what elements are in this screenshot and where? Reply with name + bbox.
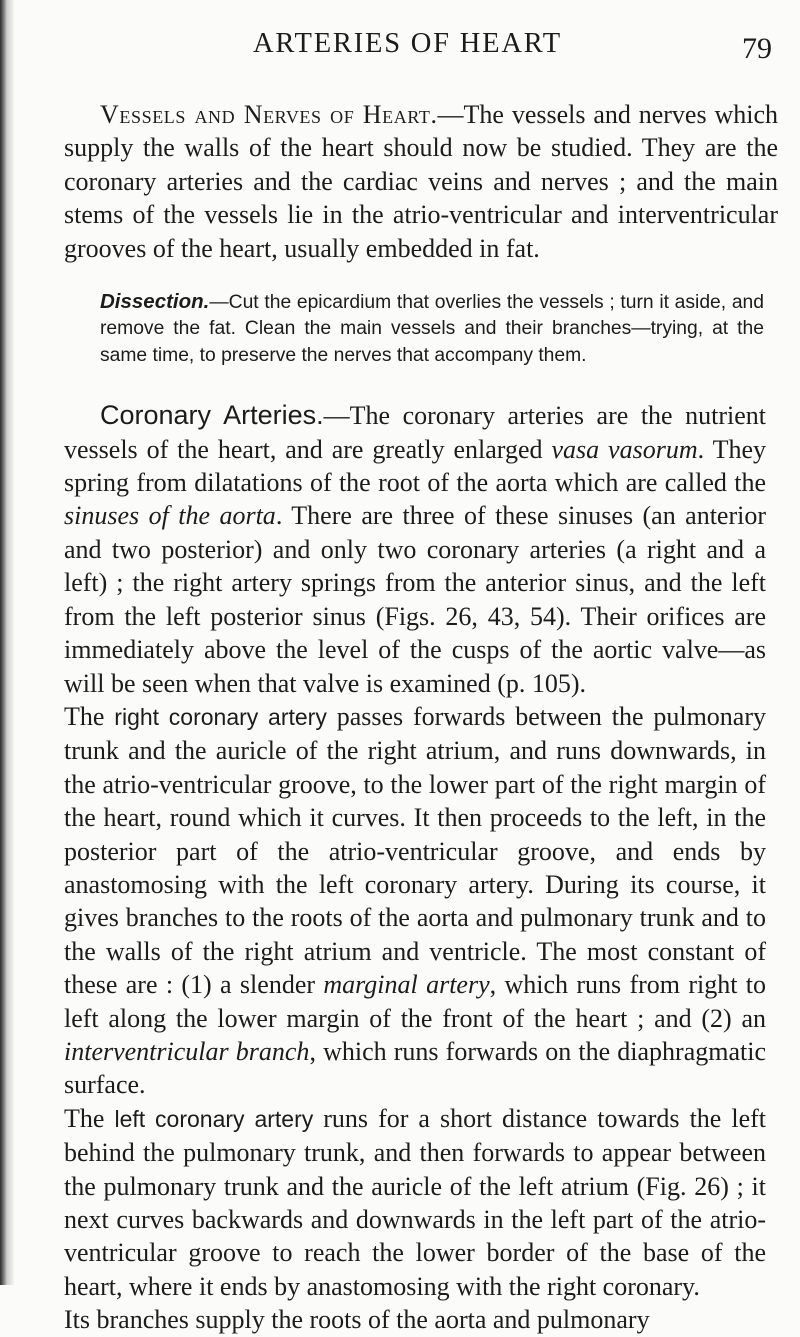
paragraph-vessels-and-nerves xyxy=(64,98,778,265)
paragraph-left-coronary xyxy=(64,1102,766,1303)
book-page xyxy=(64,0,786,1337)
section-heading-vessels: Vessels and Nerves of Heart. xyxy=(100,100,438,129)
paragraph-text: The xyxy=(64,701,115,731)
italic-term: marginal artery xyxy=(323,970,490,1000)
paragraph-coronary-arteries xyxy=(64,399,766,700)
section-heading-coronary: Coronary Arteries. xyxy=(100,400,324,431)
term-left-coronary: left coronary artery xyxy=(114,1105,314,1132)
book-binding-edge xyxy=(0,0,14,1285)
term-right-coronary: right coronary artery xyxy=(114,703,327,730)
paragraph-text: . They spring from dilatations of the root of the aorta which are called the xyxy=(64,434,766,498)
paragraph-branches xyxy=(64,1303,766,1336)
italic-term: interventricular branch xyxy=(64,1036,310,1066)
running-head xyxy=(64,0,786,65)
paragraph-right-coronary xyxy=(64,700,766,1102)
paragraph-text: Its branches supply the roots of the aorta and pulmonary xyxy=(64,1305,650,1335)
italic-term: vasa vasorum xyxy=(551,434,698,464)
paragraph-text: —The vessels and nerves which supply the walls of the heart should now be studied. They are the coronary arteries and the cardiac veins and nerves ; and the main stems of the vessels lie in the atrio-ventricular and interventricular grooves of the heart, usually embedded in fat. xyxy=(64,100,778,263)
paragraph-text: runs for a short distance towards the left behind the pulmonary trunk, and then forwards to appear between the pulmonary trunk and the auricle of the left atrium (Fig. 26) ; it next curves backwards and downwards in the left part of the atrio-ventricular groove to reach the lower border of the base of the heart, where it ends by anastomosing with the right coronary. xyxy=(64,1103,766,1301)
dissection-text: —Cut the epicardium that overlies the vessels ; turn it aside, and remove the fat. Clean the main vessels and their branches—trying, at the same time, to preserve the nerves that accompany them. xyxy=(100,292,764,366)
dissection-instructions xyxy=(100,289,764,369)
paragraph-text: passes forwards between the pulmonary trunk and the auricle of the right atrium, and runs downwards, in the atrio-ventricular groove, to the lower part of the right margin of the heart, round which it curves. It then proceeds to the left, in the posterior part of the atrio-ventricular groove, and ends by anastomosing with the left coronary artery. During its course, it gives branches to the roots of the aorta and pulmonary trunk and to the walls of the right atrium and ventricle. The most constant of these are : (1) a slender xyxy=(64,701,767,1000)
paragraph-text: , which runs forwards on the diaphragmatic surface. xyxy=(64,1036,766,1100)
paragraph-text: . There are three of these sinuses (an anterior and two posterior) and only two coronary arteries (a right and a left) ; the right artery springs from the anterior sinus, and the left from the left posterior sinus (Figs. 26, 43, 54). Their orifices are immediately above the level of the cusps of the aortic valve—as will be seen when that valve is examined (p. 105). xyxy=(64,501,767,698)
dissection-heading: Dissection. xyxy=(100,290,210,314)
italic-term: sinuses of the aorta xyxy=(64,501,276,531)
running-title: ARTERIES OF HEART xyxy=(253,28,563,59)
paragraph-text: The xyxy=(64,1103,115,1133)
paragraph-text: , which runs from right to left along the lower margin of the front of the heart ; and (2) an xyxy=(64,970,767,1033)
paragraph-text: —The coronary arteries are the nutrient vessels of the heart, and are greatly enlarged xyxy=(64,401,766,464)
page-number: 79 xyxy=(742,32,772,65)
